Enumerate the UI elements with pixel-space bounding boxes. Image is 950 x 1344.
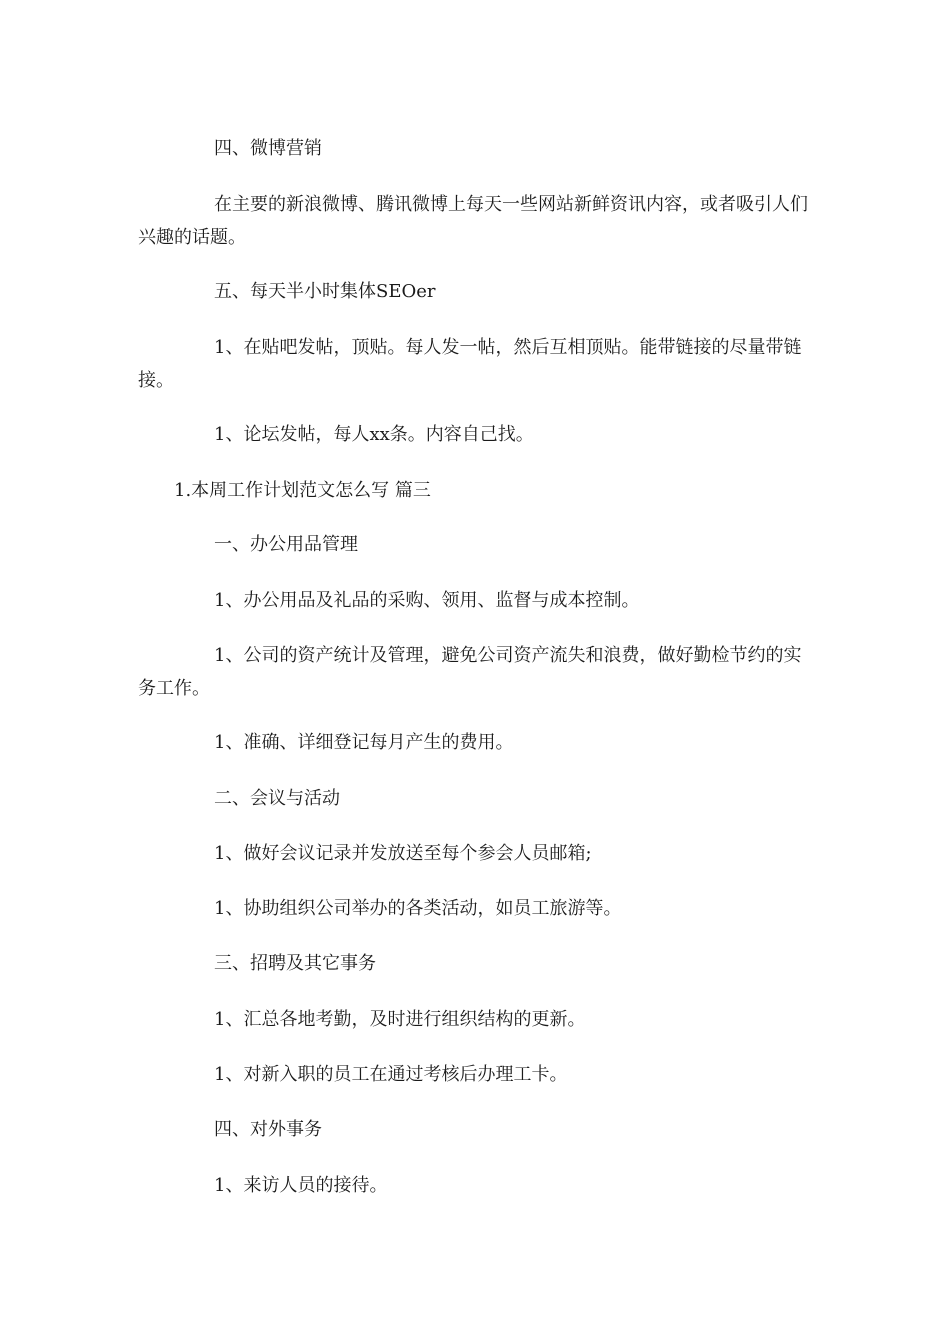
section-heading-office-supplies: 一、办公用品管理 xyxy=(214,534,358,555)
section-heading-weibo-marketing: 四、微博营销 xyxy=(214,138,322,159)
list-item-procurement: 1、办公用品及礼品的采购、领用、监督与成本控制。 xyxy=(214,590,640,611)
section-heading-external-affairs: 四、对外事务 xyxy=(214,1119,322,1140)
list-item-attendance-summary: 1、汇总各地考勤，及时进行组织结构的更新。 xyxy=(214,1009,586,1030)
section-heading-daily-seo: 五、每天半小时集体SEOer xyxy=(214,281,436,302)
list-item-organize-activities: 1、协助组织公司举办的各类活动，如员工旅游等。 xyxy=(214,898,622,919)
list-item-asset-management: 1、公司的资产统计及管理，避免公司资产流失和浪费，做好勤检节约的实务工作。 xyxy=(138,645,802,699)
list-item-meeting-minutes: 1、做好会议记录并发放送至每个参会人员邮箱; xyxy=(214,843,592,864)
paragraph-weibo-content: 在主要的新浪微博、腾讯微博上每天一些网站新鲜资讯内容，或者吸引人们兴趣的话题。 xyxy=(138,194,808,248)
section-heading-recruitment: 三、招聘及其它事务 xyxy=(214,953,376,974)
list-item-employee-badge: 1、对新入职的员工在通过考核后办理工卡。 xyxy=(214,1064,568,1085)
list-item-forum-posting: 1、论坛发帖，每人xx条。内容自己找。 xyxy=(214,424,534,445)
section-heading-meetings-activities: 二、会议与活动 xyxy=(214,788,340,809)
list-item-visitor-reception: 1、来访人员的接待。 xyxy=(214,1175,388,1196)
list-item-tieba-posting: 1、在贴吧发帖，顶贴。每人发一帖，然后互相顶贴。能带链接的尽量带链接。 xyxy=(138,337,802,391)
list-item-expense-record: 1、准确、详细登记每月产生的费用。 xyxy=(214,732,514,753)
article-title-part-three: 1.本周工作计划范文怎么写 篇三 xyxy=(174,480,431,501)
